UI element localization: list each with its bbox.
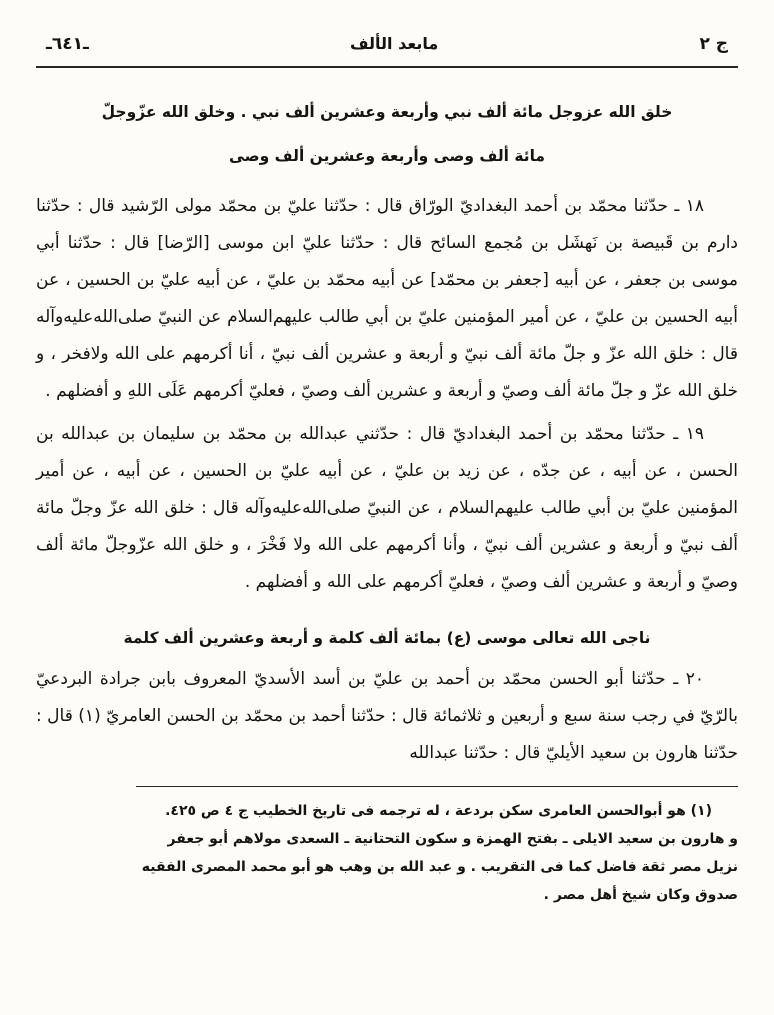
section-heading-2: ناجى الله تعالى موسى (ع) بمائة ألف كلمة و أربعة وعشرين ألف كلمة bbox=[123, 629, 651, 647]
footnote-block bbox=[36, 797, 738, 909]
footnote-line: و هارون بن سعيد الايلى ـ بفتح الهمزة و سكون التحتانية ـ السعدى مولاهم أبو جعفر bbox=[167, 831, 738, 847]
footnote-line: صدوق وكان شيخ أهل مصر . bbox=[543, 887, 738, 903]
hadith-paragraph-20: ٢٠ ـ حدّثنا أبو الحسن محمّد بن أحمد بن عليّ بن أسد الأسديّ المعروف بابن جرادة البردعيّ بالرّيّ في رجب سنة سبع و أربعين و ثلاثمائة قال : حدّثنا أحمد بن محمّد بن الحسن العامريّ (١) قال : حدّثنا هارون بن سعيد الأيليّ قال : حدّثنا عبدالله bbox=[36, 669, 739, 763]
footnote-line: (١) هو أبوالحسن العامرى سكن بردعة ، له ترجمه فى تاريخ الخطيب ج ٤ ص ٤٢٥. bbox=[165, 803, 712, 819]
footnote-rule bbox=[136, 786, 738, 787]
section-heading-1 bbox=[36, 90, 738, 178]
section-heading-1-line2: مائة ألف وصى وأربعة وعشرين ألف وصى bbox=[228, 147, 546, 165]
footnote-line: نزيل مصر ثقة فاضل كما فى التقريب . و عبد الله بن وهب هو أبو محمد المصرى الفقيه bbox=[141, 859, 738, 875]
page-number: ـ٦٤١ـ bbox=[46, 34, 89, 54]
header-rule bbox=[36, 66, 738, 68]
hadith-paragraph-19: ١٩ ـ حدّثنا محمّد بن أحمد البغداديّ قال : حدّثني عبدالله بن محمّد بن سليمان بن عبدالله بن الحسن ، عن أبيه ، عن جدّه ، عن زيد بن عليّ ، عن أبيه عليّ بن الحسين ، عن أبيه ، عن أمير المؤمنين عليّ بن أبي طالب عليهم‌السلام ، عن النبيّ صلى‌الله‌عليه‌وآله قال : خلق الله عزّ وجلّ مائة ألف نبيّ و أربعة و عشرين ألف نبيّ ، وأنا أكرمهم على الله ولا فَخْرَ ، و خلق الله عزّوجلّ مائة ألف وصيّ و أربعة و عشرين ألف وصيّ ، فعليّ أكرمهم على الله و أفضلهم . bbox=[36, 424, 738, 592]
hadith-paragraph-18: ١٨ ـ حدّثنا محمّد بن أحمد البغداديّ الورّاق قال : حدّثنا عليّ بن محمّد مولى الرّشيد قال : حدّثنا دارم بن قَبيصة بن نَهشَل بن مُجمع السائح قال : حدّثنا عليّ ابن موسى [الرّضا] قال : حدّثنا أبي موسى بن جعفر ، عن أبيه [جعفر بن محمّد] عن أبيه محمّد بن عليّ ، عن أبيه عليّ بن الحسين ، عن أبيه الحسين بن عليّ ، عن أمير المؤمنين عليّ بن أبي طالب عليهم‌السلام عن النبيّ صلى‌الله‌عليه‌وآله قال : خلق الله عزّ و جلّ مائة ألف نبيّ و أربعة و عشرين ألف نبيّ ، أنا أكرمهم على الله ولافخر ، و خلق الله عزّ و جلّ مائة ألف وصيّ و أربعة و عشرين ألف وصيّ ، فعليّ أكرمهم عَلَى اللهِ و أفضلهم . bbox=[36, 196, 738, 401]
volume-label: ج ٢ bbox=[699, 34, 728, 54]
section-heading-1-line1: خلق الله عزوجل مائة ألف نبي وأربعة وعشرين ألف نبي . وخلق الله عزّوجلّ bbox=[101, 103, 673, 121]
running-title: مابعد الألف bbox=[349, 34, 439, 53]
page-header bbox=[36, 30, 738, 64]
